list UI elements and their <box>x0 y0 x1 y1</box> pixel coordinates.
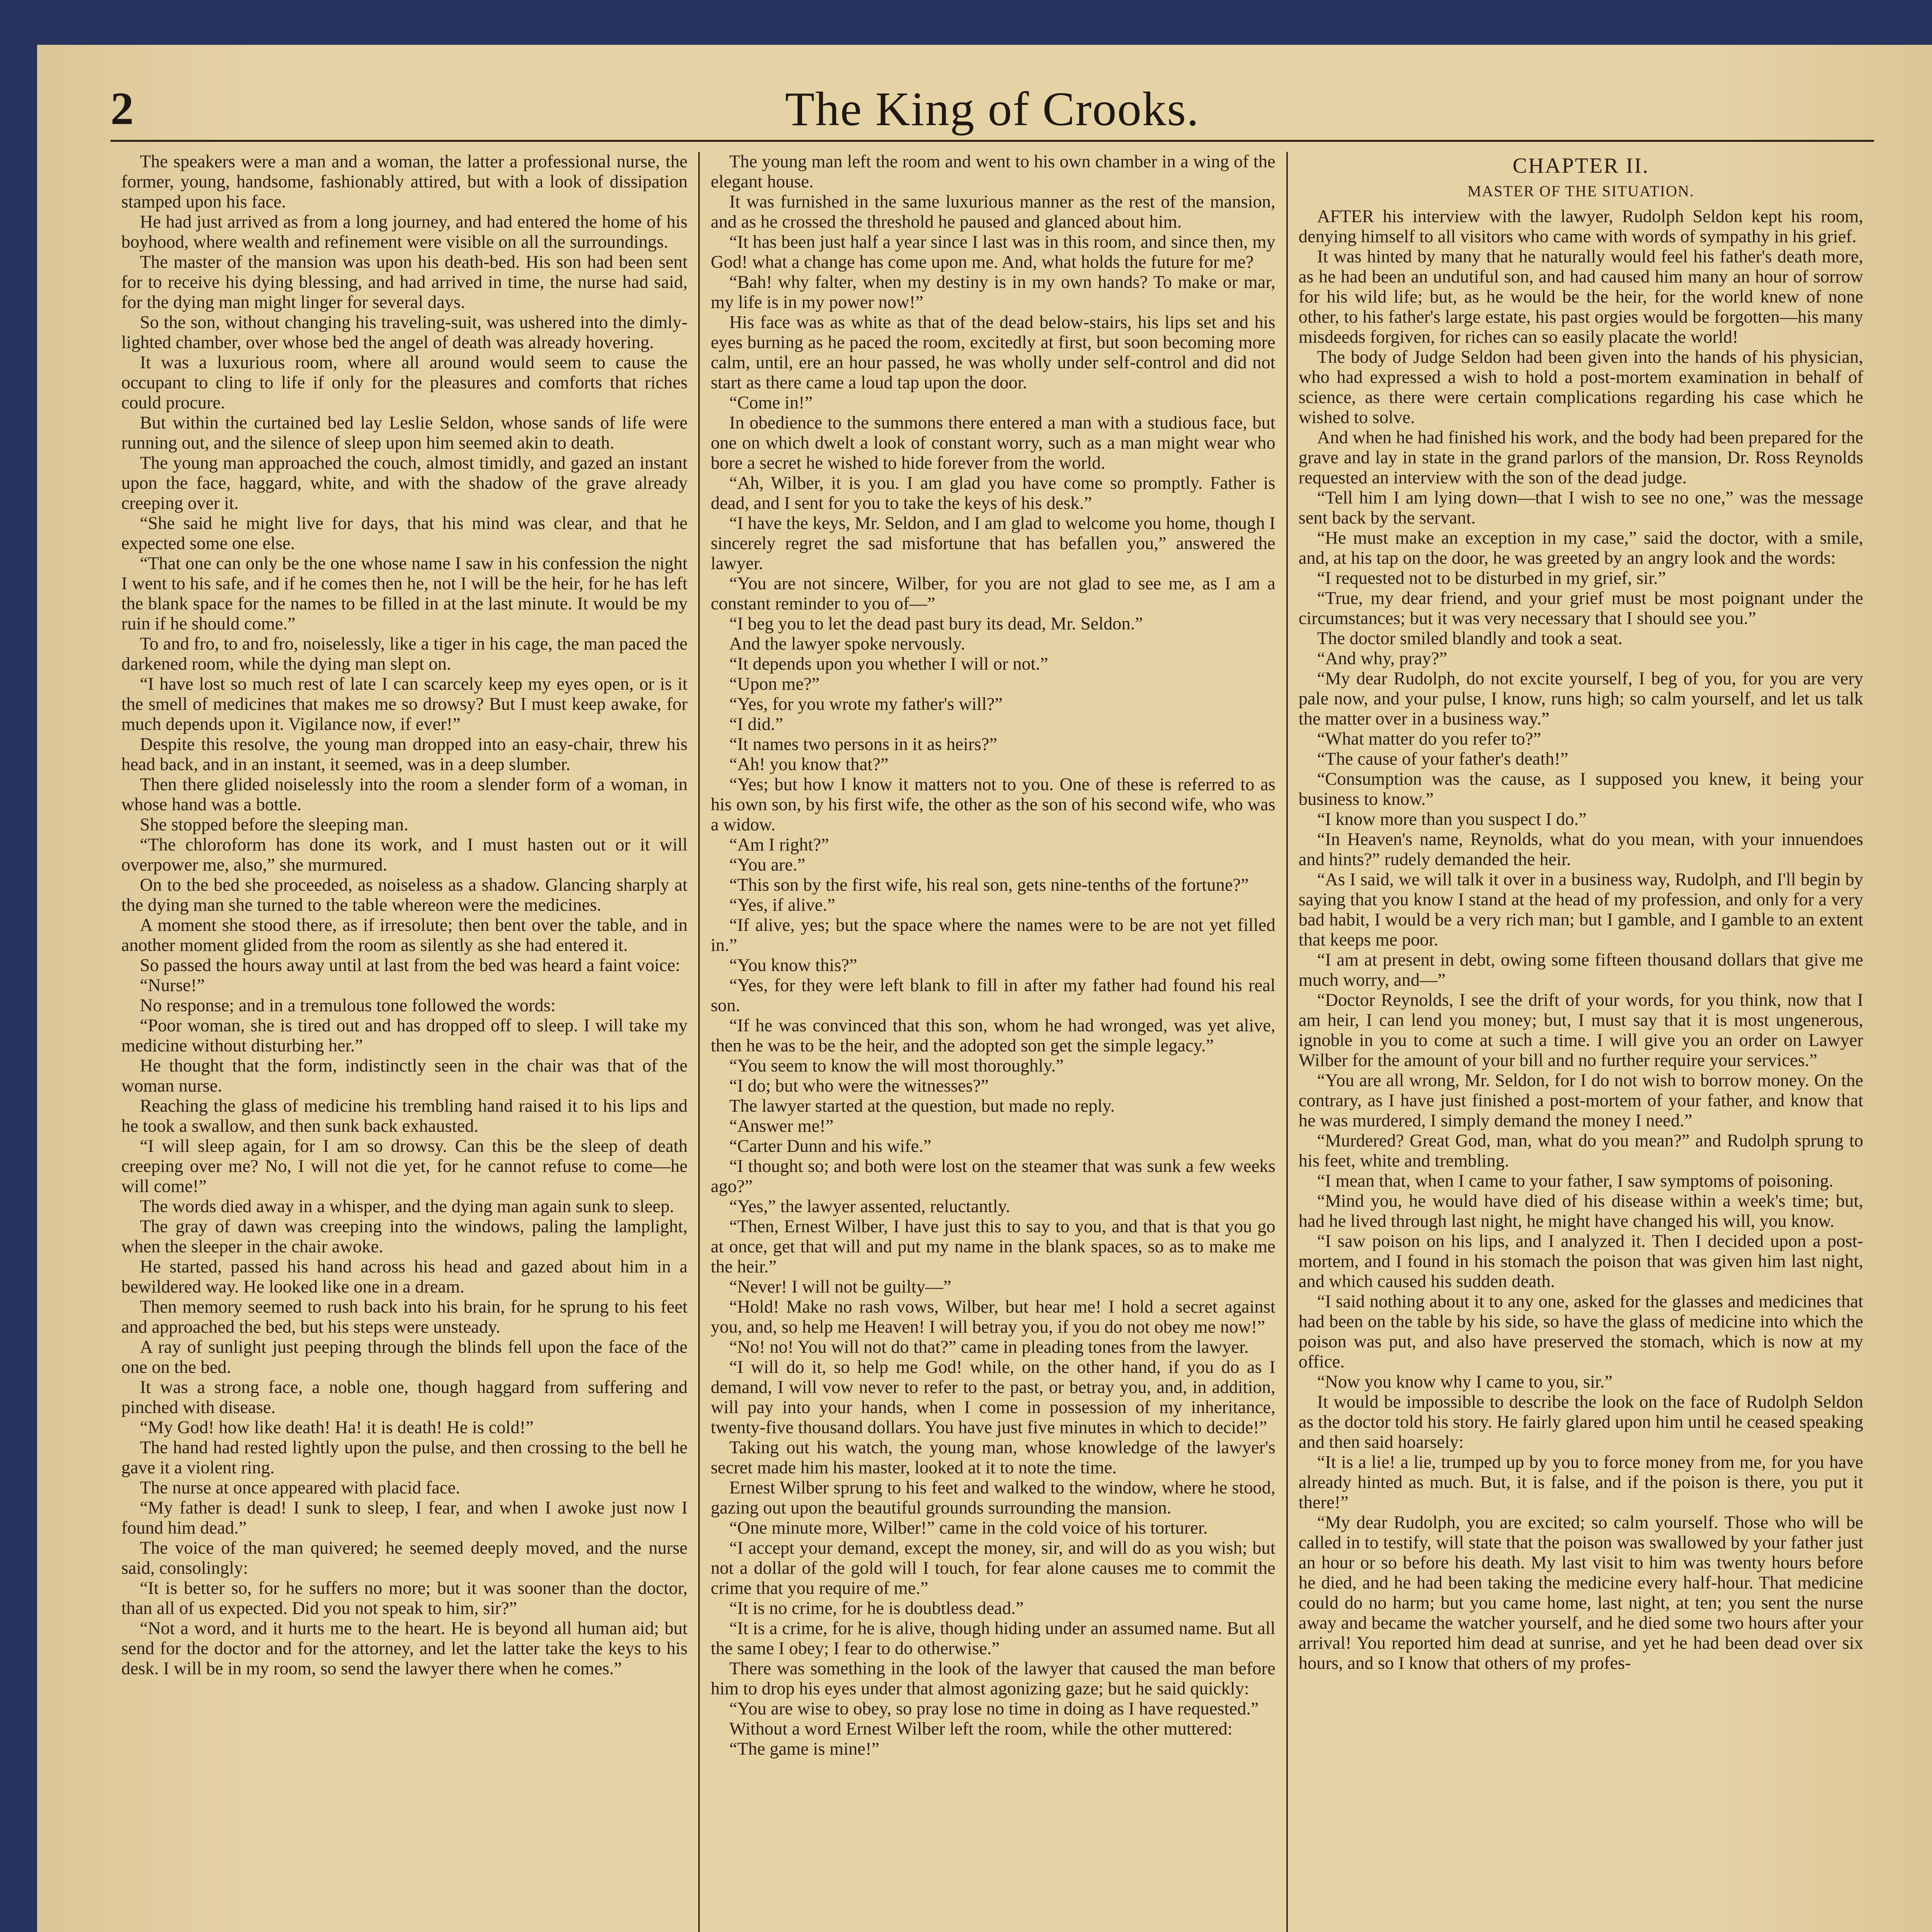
paragraph: “Bah! why falter, when my destiny is in my own hands? To make or mar, my life is in my power now!” <box>711 272 1276 312</box>
paragraph: It was a luxurious room, where all around would seem to cause the occupant to cling to life if only for the pleasures and comforts that riches could procure. <box>121 353 688 413</box>
paragraph: “I am at present in debt, owing some fifteen thousand dollars that give me much worry, and—” <box>1298 950 1863 990</box>
paragraph: “Upon me?” <box>729 674 820 694</box>
paragraph: “My God! how like death! Ha! it is death! He is cold!” <box>140 1418 534 1437</box>
column-3 <box>1286 152 1874 1932</box>
paragraph: The speakers were a man and a woman, the latter a professional nurse, the former, young, handsome, fashionably attired, but with a look of dissipation stamped upon his face. <box>121 152 688 212</box>
paragraph: “I saw poison on his lips, and I analyzed it. Then I decided upon a post-mortem, and I found in his stomach the poison that was given him last night, and which caused his sudden death. <box>1298 1231 1863 1291</box>
paragraph: “You seem to know the will most thoroughly.” <box>729 1056 1064 1076</box>
paragraph: Reaching the glass of medicine his trembling hand raised it to his lips and he took a swallow, and then sunk back exhausted. <box>121 1096 688 1136</box>
text-columns <box>111 152 1874 1932</box>
paragraph: “Yes,” the lawyer assented, reluctantly. <box>729 1197 1010 1216</box>
paragraph: “Nurse!” <box>140 976 205 995</box>
paragraph: “Tell him I am lying down—that I wish to see no one,” was the message sent back by the servant. <box>1298 488 1863 528</box>
column-2 <box>698 152 1286 1932</box>
paragraph: He thought that the form, indistinctly seen in the chair was that of the woman nurse. <box>121 1056 688 1096</box>
paragraph: Without a word Ernest Wilber left the room, while the other muttered: <box>729 1719 1233 1739</box>
paragraph: “In Heaven's name, Reynolds, what do you mean, with your innuendoes and hints?” rudely demanded the heir. <box>1298 830 1863 869</box>
paragraph: “It is a crime, for he is alive, though hiding under an assumed name. But all the same I obey; I fear to do otherwise.” <box>711 1619 1276 1658</box>
paragraph: “Yes, for they were left blank to fill in after my father had found his real son. <box>711 976 1276 1015</box>
paragraph: “He must make an exception in my case,” said the doctor, with a smile, and, at his tap on the door, he was greeted by an angry look and the words: <box>1298 528 1863 568</box>
paragraph: “Then, Ernest Wilber, I have just this to say to you, and that is that you go at once, get that will and put my name in the blank spaces, so as to make me the heir.” <box>711 1217 1276 1277</box>
paragraph: The doctor smiled blandly and took a seat. <box>1317 629 1622 648</box>
paragraph: In obedience to the summons there entered a man with a studious face, but one on which dwelt a look of constant worry, such as a man might wear who bore a secret he wished to hide forever from the world. <box>711 413 1276 473</box>
paragraph: “The chloroform has done its work, and I must hasten out or it will overpower me, also,” she murmured. <box>121 835 688 875</box>
column-3-body <box>1299 207 1863 1673</box>
paragraph: “My father is dead! I sunk to sleep, I fear, and when I awoke just now I found him dead.” <box>121 1498 688 1538</box>
paragraph: “Poor woman, she is tired out and has dropped off to sleep. I will take my medicine without disturbing her.” <box>121 1016 688 1056</box>
paragraph: “That one can only be the one whose name I saw in his confession the night I went to his safe, and if he comes then he, not I will be the heir, for he has left the blank space for the names to be filled in at the last minute. It would be my ruin if he should come.” <box>121 554 688 634</box>
chapter-heading: CHAPTER II. <box>1512 154 1650 178</box>
paragraph: “Ah! you know that?” <box>729 755 889 774</box>
paragraph: His face was as white as that of the dead below-stairs, his lips set and his eyes burning as he paced the room, excitedly at first, but soon becoming more calm, until, ere an hour passed, he was wholly under self-control and did not start as there came a loud tap upon the door. <box>711 313 1276 393</box>
paragraph: It was furnished in the same luxurious manner as the rest of the mansion, and as he crossed the threshold he paused and glanced about him. <box>711 192 1276 232</box>
paragraph: “The game is mine!” <box>729 1739 879 1759</box>
paragraph: “Yes, for you wrote my father's will?” <box>729 694 1003 714</box>
paragraph: So passed the hours away until at last from the bed was heard a faint voice: <box>140 956 680 975</box>
paragraph: She stopped before the sleeping man. <box>140 815 408 835</box>
paragraph: “My dear Rudolph, you are excited; so calm yourself. Those who will be called in to testify, will state that the poison was swallowed by your father just an hour or so before his death. My last visit to him was twenty hours before he died, and he had been taking the medicine every half-hour. That medicine could do no harm; but you came home, last night, at ten; you sent the nurse away and became the watcher yourself, and he died some two hours after your arrival! You reported him dead at sunrise, and yet he had been dead over six hours, and so I know that others of my profes- <box>1298 1513 1863 1673</box>
paragraph: “It depends upon you whether I will or not.” <box>729 654 1048 674</box>
paragraph: And when he had finished his work, and the body had been prepared for the grave and lay in state in the grand parlors of the mansion, Dr. Ross Reynolds requested an interview with the son of the dead judge. <box>1298 428 1863 488</box>
paragraph: “Yes, if alive.” <box>729 895 835 915</box>
page-number: 2 <box>111 83 134 134</box>
paragraph: “What matter do you refer to?” <box>1317 729 1541 749</box>
paragraph: It was a strong face, a noble one, though haggard from suffering and pinched with disease. <box>121 1378 688 1417</box>
paragraph: “Doctor Reynolds, I see the drift of your words, for you think, now that I am heir, I can lend you money; but, I must say that it is most ungenerous, ignoble in you to come at such a time. I will give you an order on Lawyer Wilber for the amount of your bill and no further require your services.” <box>1298 990 1863 1070</box>
paragraph: “Consumption was the cause, as I supposed you knew, it being your business to know.” <box>1298 769 1863 809</box>
paragraph: “The cause of your father's death!” <box>1317 749 1568 769</box>
paragraph: To and fro, to and fro, noiselessly, like a tiger in his cage, the man paced the darkened room, while the dying man slept on. <box>121 634 688 674</box>
paragraph: “Answer me!” <box>729 1116 834 1136</box>
paragraph: “Yes; but how I know it matters not to you. One of these is referred to as his own son, by his first wife, the other as the son of his second wife, who was a widow. <box>711 775 1276 835</box>
paragraph: Then there glided noiselessly into the room a slender form of a woman, in whose hand was a bottle. <box>121 775 688 815</box>
column-1 <box>111 152 698 1932</box>
paragraph: “I mean that, when I came to your father, I saw symptoms of poisoning. <box>1317 1171 1833 1191</box>
paragraph: “She said he might live for days, that his mind was clear, and that he expected some one else. <box>121 514 688 553</box>
page-title: The King of Crooks. <box>785 83 1200 136</box>
paragraph: “Mind you, he would have died of his disease within a week's time; but, had he lived through last night, he might have changed his will, you know. <box>1298 1191 1863 1231</box>
paragraph: “I beg you to let the dead past bury its dead, Mr. Seldon.” <box>729 614 1143 634</box>
paragraph: “I do; but who were the witnesses?” <box>729 1076 989 1096</box>
paragraph: “You are not sincere, Wilber, for you are not glad to see me, as I am a constant reminder to you of—” <box>711 574 1276 614</box>
paragraph: “As I said, we will talk it over in a business way, Rudolph, and I'll begin by saying that you know I stand at the head of my profession, and only for a very bad habit, I would be a very rich man; but I gamble, and I gamble to an extent that keeps me poor. <box>1298 870 1863 950</box>
paragraph: It was hinted by many that he naturally would feel his father's death more, as he had been an undutiful son, and had caused him many an hour of sorrow for his wild life; but, as he would be the heir, for the world knew of none other, to his father's large estate, his past orgies would be forgotten—his many misdeeds forgiven, for riches can so easily placate the world! <box>1298 247 1863 347</box>
paragraph: It would be impossible to describe the look on the face of Rudolph Seldon as the doctor told his story. He fairly glared upon him until he ceased speaking and then said hoarsely: <box>1298 1392 1863 1452</box>
paragraph: “Hold! Make no rash vows, Wilber, but hear me! I hold a secret against you, and, so help me Heaven! I will betray you, if you do not obey me now!” <box>711 1297 1276 1337</box>
paragraph: “Carter Dunn and his wife.” <box>729 1136 932 1156</box>
paragraph: “You are.” <box>729 855 806 875</box>
paragraph: “One minute more, Wilber!” came in the cold voice of his torturer. <box>729 1518 1208 1538</box>
paragraph: “It is a lie! a lie, trumped up by you to force money from me, for you have already hinted as much. But, it is false, and if the poison is there, you put it there!” <box>1298 1452 1863 1512</box>
paragraph: “I requested not to be disturbed in my grief, sir.” <box>1317 568 1666 588</box>
paragraph: “Am I right?” <box>729 835 829 855</box>
paragraph: Ernest Wilber sprung to his feet and walked to the window, where he stood, gazing out upon the beautiful grounds surrounding the mansion. <box>711 1478 1276 1518</box>
book-page <box>37 45 1932 1932</box>
paragraph: “I have lost so much rest of late I can scarcely keep my eyes open, or is it the smell of medicines that makes me so drowsy? But I must keep awake, for much depends upon it. Vigilance now, if ever!” <box>121 674 688 734</box>
paragraph: There was something in the look of the lawyer that caused the man before him to drop his eyes under that almost agonizing gaze; but he said quickly: <box>711 1659 1276 1699</box>
paragraph: He had just arrived as from a long journey, and had entered the home of his boyhood, where wealth and refinement were visible on all the surroundings. <box>121 212 688 252</box>
paragraph: “You are all wrong, Mr. Seldon, for I do not wish to borrow money. On the contrary, as I have just finished a post-mortem of your father, and know that he was murdered, I simply demand the money I need.” <box>1298 1071 1863 1131</box>
paragraph: The words died away in a whisper, and the dying man again sunk to sleep. <box>140 1197 674 1216</box>
paragraph: “True, my dear friend, and your grief must be most poignant under the circumstances; but it was very necessary that I should see you.” <box>1298 588 1863 628</box>
paragraph: “If he was convinced that this son, whom he had wronged, was yet alive, then he was to be the heir, and the adopted son get the simple legacy.” <box>711 1016 1276 1056</box>
paragraph: So the son, without changing his traveling-suit, was ushered into the dimly-lighted chamber, over whose bed the angel of death was already hovering. <box>121 313 688 352</box>
paragraph: The body of Judge Seldon had been given into the hands of his physician, who had expressed a wish to hold a post-mortem examination in behalf of science, as there were certain complications regarding his case which he wished to solve. <box>1298 347 1863 427</box>
paragraph: The master of the mansion was upon his death-bed. His son had been sent for to receive his dying blessing, and had arrived in time, the nurse had said, for the dying man might linger for several days. <box>121 252 688 312</box>
paragraph: “No! no! You will not do that?” came in pleading tones from the lawyer. <box>729 1337 1249 1357</box>
paragraph: “Not a word, and it hurts me to the heart. He is beyond all human aid; but send for the doctor and for the attorney, and let the latter take the keys to his desk. I will be in my room, so send the lawyer there when he comes.” <box>121 1619 688 1679</box>
paragraph: But within the curtained bed lay Leslie Seldon, whose sands of life were running out, and the silence of sleep upon him seemed akin to death. <box>121 413 688 453</box>
paragraph: The young man approached the couch, almost timidly, and gazed an instant upon the face, haggard, white, and with the shadow of the grave already creeping over it. <box>121 453 688 513</box>
paragraph: “I accept your demand, except the money, sir, and will do as you wish; but not a dollar of the gold will I touch, for fear alone causes me to commit the crime that you require of me.” <box>711 1538 1276 1598</box>
paragraph: “If alive, yes; but the space where the names were to be are not yet filled in.” <box>711 915 1276 955</box>
paragraph: “And why, pray?” <box>1317 649 1447 668</box>
paragraph: He started, passed his hand across his head and gazed about him in a bewildered way. He looked like one in a dream. <box>121 1257 688 1297</box>
paragraph: “I know more than you suspect I do.” <box>1317 810 1587 829</box>
paragraph: Taking out his watch, the young man, whose knowledge of the lawyer's secret made him his master, looked at it to note the time. <box>711 1438 1276 1478</box>
paragraph: A moment she stood there, as if irresolute; then bent over the table, and in another moment glided from the room as silently as she had entered it. <box>121 915 688 955</box>
paragraph: “Murdered? Great God, man, what do you mean?” and Rudolph sprung to his feet, white and trembling. <box>1298 1131 1863 1171</box>
paragraph: The gray of dawn was creeping into the windows, paling the lamplight, when the sleeper in the chair awoke. <box>121 1217 688 1257</box>
paragraph: “I thought so; and both were lost on the steamer that was sunk a few weeks ago?” <box>711 1156 1276 1196</box>
paragraph: The nurse at once appeared with placid face. <box>140 1478 460 1498</box>
paragraph: “It is better so, for he suffers no more; but it was sooner than the doctor, than all of us expected. Did you not speak to him, sir?” <box>121 1578 688 1618</box>
paragraph: No response; and in a tremulous tone followed the words: <box>140 996 556 1015</box>
paragraph: “My dear Rudolph, do not excite yourself, I beg of you, for you are very pale now, and your pulse, I know, runs high; so calm yourself, and let us talk the matter over in a business way.” <box>1298 669 1863 729</box>
paragraph: “I said nothing about it to any one, asked for the glasses and medicines that had been on the table by his side, so have the glass of medicine into which the poison was put, and also have preserved the stomach, which is now at my office. <box>1298 1292 1863 1372</box>
paragraph: The hand had rested lightly upon the pulse, and then crossing to the bell he gave it a violent ring. <box>121 1438 688 1478</box>
paragraph: The young man left the room and went to his own chamber in a wing of the elegant house. <box>711 152 1276 192</box>
chapter-title: MASTER OF THE SITUATION. <box>1467 182 1694 200</box>
paragraph: “I will do it, so help me God! while, on the other hand, if you do as I demand, I will vow never to refer to the past, or betray you, and, in addition, will pay into your hands, when I come in possession of my inheritance, twenty-five thousand dollars. You have just five minutes in which to decide!” <box>711 1357 1276 1437</box>
paragraph: “Never! I will not be guilty—” <box>729 1277 951 1297</box>
paragraph: “I did.” <box>729 714 783 734</box>
paragraph: “Ah, Wilber, it is you. I am glad you have come so promptly. Father is dead, and I sent for you to take the keys of his desk.” <box>711 473 1276 513</box>
paragraph: AFTER his interview with the lawyer, Rudolph Seldon kept his room, denying himself to all visitors who came with words of sympathy in his grief. <box>1298 207 1863 247</box>
paragraph: “This son by the first wife, his real son, gets nine-tenths of the fortune?” <box>729 875 1249 895</box>
paragraph: The lawyer started at the question, but made no reply. <box>729 1096 1115 1116</box>
paragraph: And the lawyer spoke nervously. <box>729 634 965 654</box>
page-header <box>111 82 1874 142</box>
paragraph: “I have the keys, Mr. Seldon, and I am glad to welcome you home, though I sincerely regret the sad misfortune that has befallen you,” answered the lawyer. <box>711 514 1276 573</box>
paragraph: “You know this?” <box>729 956 857 975</box>
paragraph: “You are wise to obey, so pray lose no time in doing as I have requested.” <box>729 1699 1259 1719</box>
paragraph: “It has been just half a year since I last was in this room, and since then, my God! what a change has come upon me. And, what holds the future for me? <box>711 232 1276 272</box>
paragraph: “It names two persons in it as heirs?” <box>729 735 997 754</box>
paragraph: Despite this resolve, the young man dropped into an easy-chair, threw his head back, and in an instant, it seemed, was in a deep slumber. <box>121 735 688 774</box>
paragraph: A ray of sunlight just peeping through the blinds fell upon the face of the one on the bed. <box>121 1337 688 1377</box>
paragraph: On to the bed she proceeded, as noiseless as a shadow. Glancing sharply at the dying man she turned to the table whereon were the medicines. <box>121 875 688 915</box>
paragraph: “It is no crime, for he is doubtless dead.” <box>729 1599 1024 1618</box>
paragraph: “I will sleep again, for I am so drowsy. Can this be the sleep of death creeping over me? No, I will not die yet, for he cannot refuse to come—he will come!” <box>121 1136 688 1196</box>
paragraph: “Now you know why I came to you, sir.” <box>1317 1372 1613 1392</box>
paragraph: The voice of the man quivered; he seemed deeply moved, and the nurse said, consolingly: <box>121 1538 688 1578</box>
paragraph: “Come in!” <box>729 393 813 413</box>
paragraph: Then memory seemed to rush back into his brain, for he sprung to his feet and approached the bed, but his steps were unsteady. <box>121 1297 688 1337</box>
